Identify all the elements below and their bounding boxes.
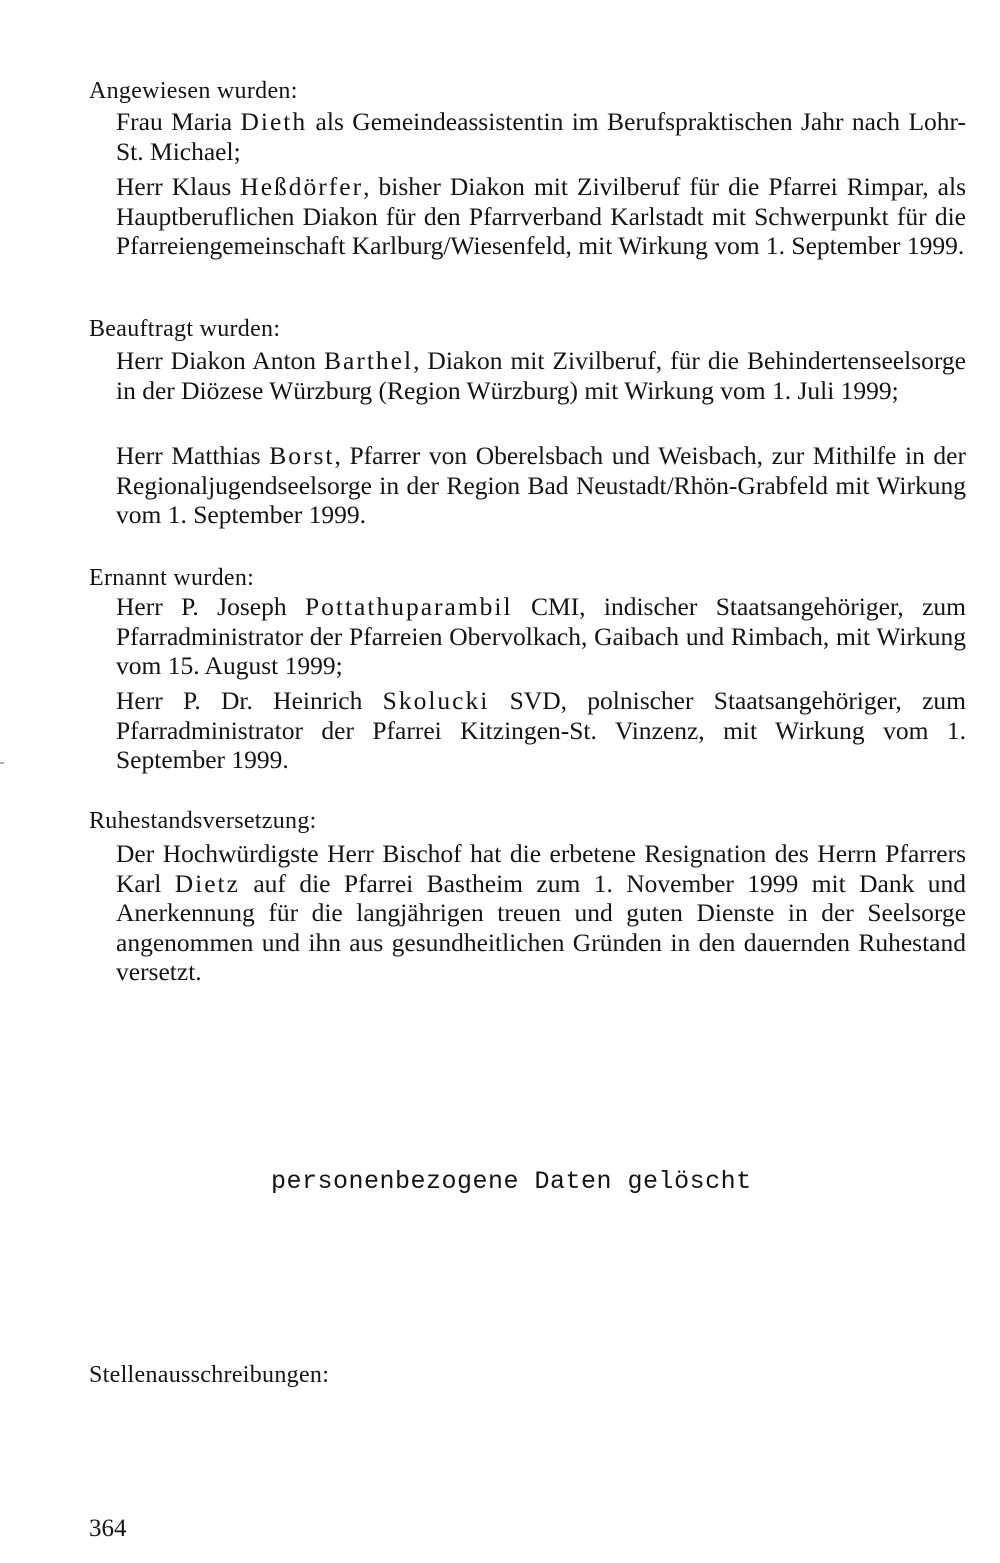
paragraph-hessdoerfer — [116, 172, 966, 261]
paragraph-text: SVD, polnischer Staatsangehöriger, zum Pfarradministrator der Pfarrei Kitzingen-St. Vinzenz, mit Wirkung vom 1. September 1999. — [116, 686, 966, 775]
section-heading-ernannt: Ernannt wurden: — [89, 565, 255, 591]
paragraph-text: Frau Maria — [116, 107, 241, 136]
person-name: Heßdörfer — [240, 172, 364, 201]
section-heading-angewiesen: Angewiesen wurden: — [89, 78, 298, 104]
section-heading-ruhestand: Ruhestandsversetzung: — [89, 808, 317, 834]
paragraph-text: auf die Pfarrei Bastheim zum 1. November 1999 mit Dank und Anerkennung für die langjährigen treuen und guten Dienste in der Seelsorge angenommen und ihn aus gesundheitlichen Gründen in den dauernden Ruhestand versetzt. — [116, 868, 966, 987]
paragraph-skolucki — [116, 686, 966, 775]
paragraph-text: , bisher Diakon mit Zivilberuf für die Pfarrei Rimpar, als Hauptberuflichen Diakon für den Pfarrverband Karlstadt mit Schwerpunkt für die Pfarreiengemeinschaft Karlburg/Wiesenfeld, mit Wirkung vom 1. September 1999. — [116, 172, 966, 261]
person-name: Skolucki — [382, 686, 490, 715]
paragraph-text: CMI, indischer Staatsangehöriger, zum Pfarradministrator der Pfarreien Obervolkach, Gaibach und Rimbach, mit Wirkung vom 15. August 1999; — [116, 592, 966, 681]
paragraph-dietz — [116, 839, 966, 987]
page-number: 364 — [89, 1515, 127, 1542]
person-name: Borst — [269, 441, 335, 470]
paragraph-text: Herr P. Joseph — [116, 592, 305, 621]
redaction-note: personenbezogene Daten gelöscht — [271, 1167, 752, 1196]
scan-margin-mark — [0, 762, 4, 764]
person-name: Dieth — [240, 107, 308, 136]
paragraph-pottathuparambil — [116, 592, 966, 681]
paragraph-text: , Diakon mit Zivilberuf, für die Behindertenseelsorge in der Diözese Würzburg (Region Würzburg) mit Wirkung vom 1. Juli 1999; — [116, 346, 966, 405]
paragraph-text: Der Hochwürdigste Herr Bischof hat die erbetene Resignation des Herrn Pfarrers Karl — [116, 839, 966, 898]
section-heading-stellenausschreibungen: Stellenausschreibungen: — [89, 1362, 330, 1388]
paragraph-text: Herr Diakon Anton — [116, 346, 325, 375]
paragraph-dieth — [116, 107, 966, 166]
paragraph-text: Herr Klaus — [116, 172, 241, 201]
section-heading-beauftragt: Beauftragt wurden: — [89, 316, 281, 342]
person-name: Barthel — [324, 346, 414, 375]
paragraph-text: Herr P. Dr. Heinrich — [116, 686, 383, 715]
paragraph-text: Herr Matthias — [116, 441, 270, 470]
paragraph-text: als Gemeindeassistentin im Berufspraktischen Jahr nach Lohr-St. Michael; — [116, 107, 966, 166]
paragraph-borst — [116, 441, 966, 530]
paragraph-text: , Pfarrer von Oberelsbach und Weisbach, zur Mithilfe in der Regionaljugendseelsorge in der Region Bad Neustadt/Rhön-Grabfeld mit Wirkung vom 1. September 1999. — [116, 441, 966, 530]
paragraph-barthel — [116, 346, 966, 405]
person-name: Dietz — [174, 868, 240, 898]
person-name: Pottathuparambil — [304, 592, 513, 621]
